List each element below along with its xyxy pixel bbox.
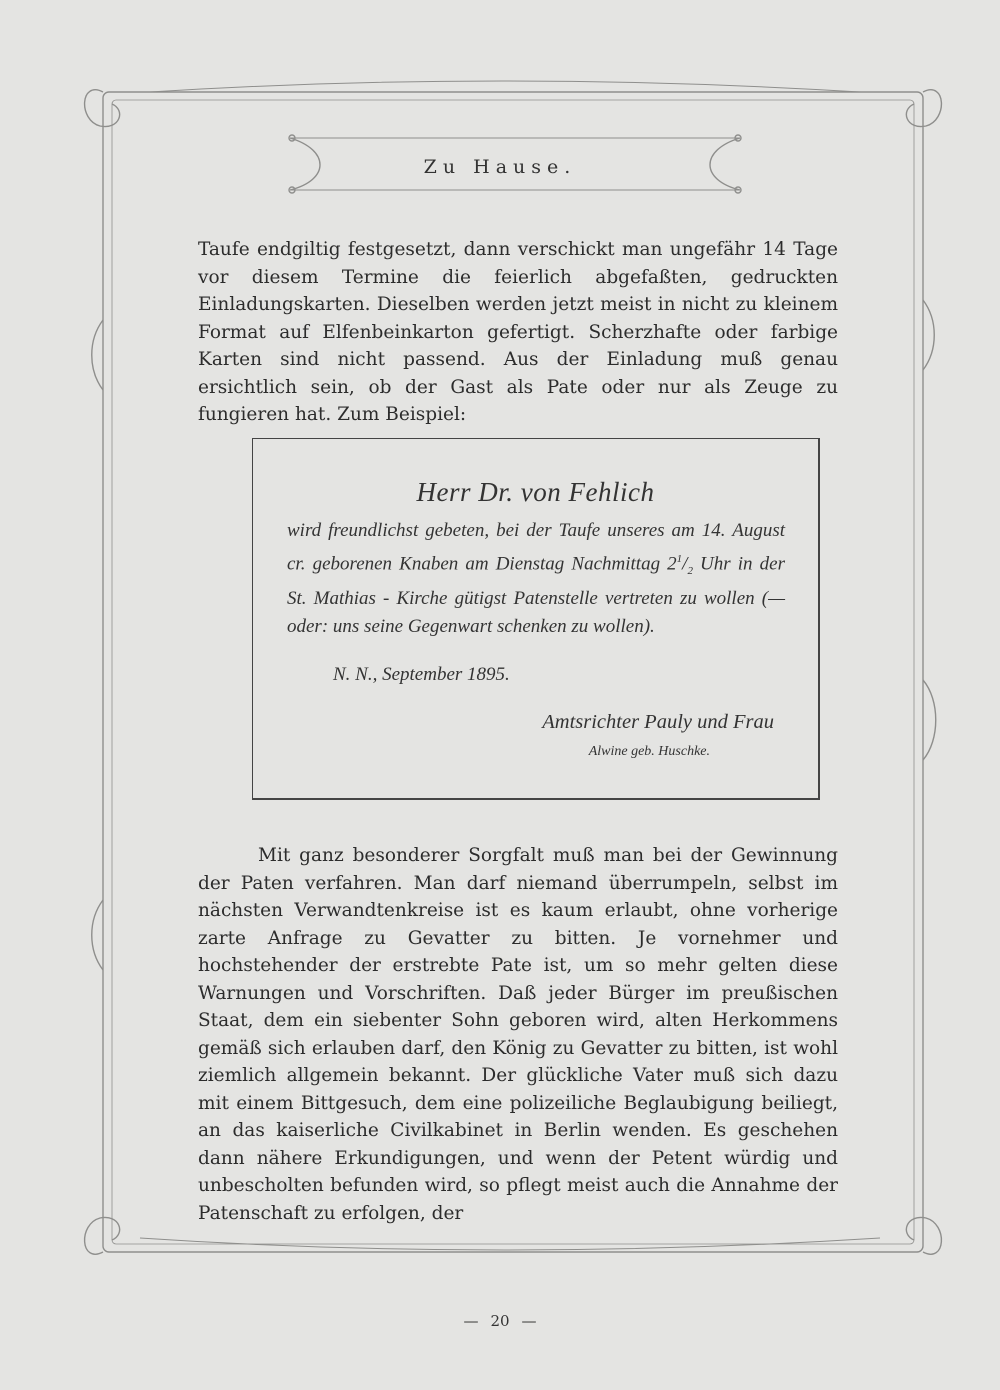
paragraph-intro: Taufe endgiltig festgesetzt, dann verschickt man ungefähr 14 Tage vor diesem Termine die feierlich abgefaßten, gedruckten Einladungskarten. Dieselben werden jetzt meist in nicht zu kleinem Format auf Elfenbeinkarton gefertigt. Scherzhafte oder farbige Karten sind nicht passend. Aus der Einladung muß genau ersichtlich sein, ob der Gast als Pate oder nur als Zeuge zu fungieren hat. Zum Beispiel: <box>198 239 838 425</box>
invitation-text: wird freundlichst gebeten, bei der Taufe unseres am 14. August cr. geborenen Knaben am Dienstag Nachmittag $2^1/_2$ Uhr in der St. Mathias - Kirche gütigst Patenstelle vertreten zu wollen (— oder: uns seine Gegenwart schenken zu wollen). <box>287 520 785 638</box>
page-number-line <box>0 1312 1000 1330</box>
fraction-denominator: 2 <box>687 565 693 578</box>
paragraph-godparents: Mit ganz besonderer Sorgfalt muß man bei der Gewinnung der Paten verfahren. Man darf niemand überrumpeln, selbst im nächsten Verwandtenkreise ist es kaum erlaubt, ohne vorherige zarte Anfrage zu Gevatter zu bitten. Je vornehmer und hochstehender der erstrebte Pate ist, um so mehr gelten diese Warnungen und Vorschriften. Daß jeder Bürger im preußischen Staat, dem ein siebenter Sohn geboren wird, alten Herkommens gemäß sich erlauben darf, den König zu Gevatter zu bitten, ist wohl ziemlich allgemein bekannt. Der glückliche Vater muß sich dazu mit einem Bittgesuch, dem eine polizeiliche Beglaubigung beiliegt, an das kaiserliche Civilkabinet in Berlin wenden. Es geschehen dann nähere Erkundigungen, und wenn der Petent würdig und unbescholten befunden wird, so pflegt meist auch die Annahme der Patenschaft zu erfolgen, der <box>198 845 838 1224</box>
fraction-numerator: 1 <box>676 553 683 565</box>
invitation-sender-sub: Alwine geb. Huschke. <box>588 744 710 759</box>
dash-left: — <box>463 1312 479 1330</box>
page-number: 20 <box>490 1312 510 1330</box>
running-head: Zu Hause. <box>423 156 577 178</box>
invitation-sender: Amtsrichter Pauly und Frau <box>542 711 774 733</box>
dash-right: — <box>521 1312 537 1330</box>
invitation-date: N. N., September 1895. <box>333 664 510 685</box>
invitation-text-part-2: Uhr in der St. Mathias - Kirche gütigst Patenstelle vertreten zu wollen (— oder: uns seine Gegenwart schenken zu wollen). <box>287 553 785 638</box>
invitation-card <box>252 438 820 800</box>
invitation-name: Herr Dr. von Fehlich <box>416 477 655 507</box>
invitation-text-part-1: wird freundlichst gebeten, bei der Taufe unseres am 14. August cr. geborenen Knaben am Dienstag Nachmittag 2 <box>287 520 785 575</box>
